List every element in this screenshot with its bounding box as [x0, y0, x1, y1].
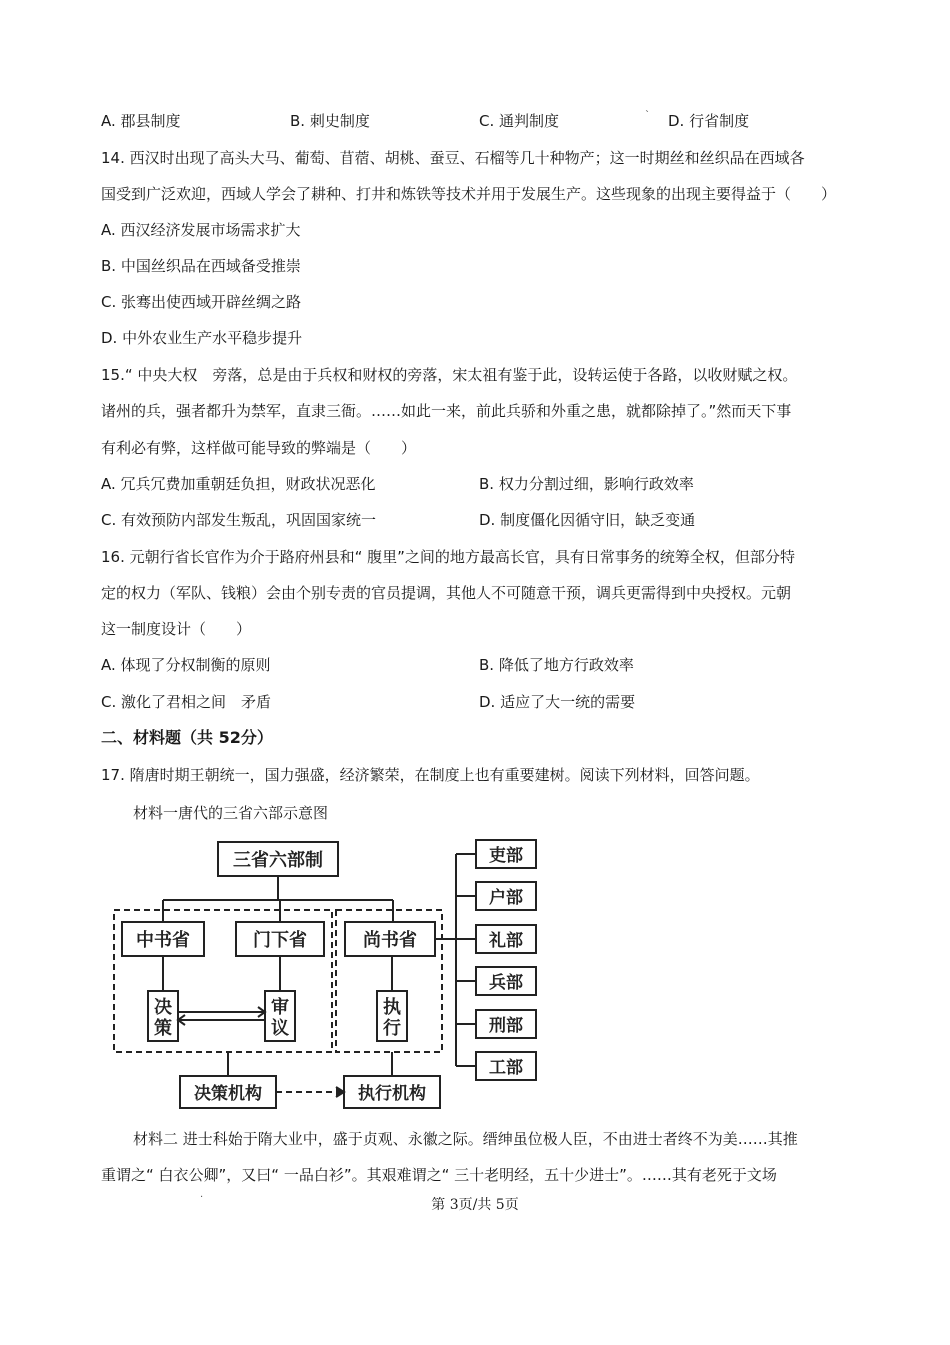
- q14-option-d: D. 中外农业生产水平稳步提升: [101, 329, 303, 347]
- stray-dot: ·: [200, 1192, 204, 1203]
- diagram-top-label: 三省六部制: [233, 850, 323, 871]
- page-footer: 第 3页/共 5页: [431, 1197, 519, 1213]
- q16-stem-line-3: 这一制度设计（ ）: [101, 620, 252, 638]
- stray-dot: ˋ: [645, 110, 650, 121]
- q15-option-b: B. 权力分割过细，影响行政效率: [479, 475, 694, 493]
- q15-option-c: C. 有效预防内部发生叛乱，巩固国家统一: [101, 511, 377, 529]
- shangshu-label: 尚书省: [363, 930, 417, 951]
- shenyi-label: 审议: [271, 997, 289, 1039]
- menxia-label: 门下省: [253, 930, 307, 951]
- q13-option-a: A. 郡县制度: [101, 112, 181, 130]
- q14-stem-line-2: 国受到广泛欢迎，西域人学会了耕种、打井和炼铁等技术并用于发展生产。这些现象的出现主要得益于（ ）: [101, 185, 837, 203]
- q15-option-d: D. 制度僵化因循守旧，缺乏变通: [479, 511, 696, 529]
- zhongshu-label: 中书省: [136, 930, 190, 951]
- q15-stem-line-3: 有利必有弊，这样做可能导致的弊端是（ ）: [101, 439, 417, 457]
- zhixing-label: 执行: [383, 997, 401, 1039]
- zhixing-jigou-label: 执行机构: [358, 1084, 426, 1104]
- q15-option-a: A. 冗兵冗费加重朝廷负担，财政状况恶化: [101, 475, 376, 493]
- q16-option-a: A. 体现了分权制衡的原则: [101, 656, 271, 674]
- q17-intro: 17. 隋唐时期王朝统一，国力强盛，经济繁荣，在制度上也有重要建树。阅读下列材料，回答问题。: [101, 766, 760, 784]
- ministry-label-2: 户部: [489, 888, 523, 908]
- section-2-title: 二、材料题（共 52分）: [101, 728, 273, 747]
- q14-option-b: B. 中国丝织品在西域备受推崇: [101, 257, 301, 275]
- q14-option-c: C. 张骞出使西域开辟丝绸之路: [101, 293, 302, 311]
- juece-jigou-label: 决策机构: [194, 1084, 262, 1104]
- ministry-label-5: 刑部: [489, 1016, 523, 1036]
- material-2-line-1: 材料二 进士科始于隋大业中，盛于贞观、永徽之际。缙绅虽位极人臣，不由进士者终不为美……其推: [133, 1130, 798, 1148]
- ministry-label-4: 兵部: [489, 973, 523, 993]
- q15-stem-line-2: 诸州的兵，强者都升为禁军，直隶三衙。……如此一来，前此兵骄和外重之患，就都除掉了。”然而天下事: [101, 402, 792, 420]
- q13-option-c: C. 通判制度: [479, 112, 560, 130]
- q16-option-c: C. 激化了君相之间 矛盾: [101, 693, 272, 711]
- ministry-label-1: 吏部: [489, 846, 523, 866]
- ministry-label-6: 工部: [489, 1058, 523, 1078]
- q14-stem-line-1: 14. 西汉时出现了高头大马、葡萄、苜蓿、胡桃、蚕豆、石榴等几十种物产；这一时期丝和丝织品在西域各: [101, 149, 805, 167]
- q16-stem-line-1: 16. 元朝行省长官作为介于路府州县和“ 腹里”之间的地方最高长官，具有日常事务的统筹全权，但部分特: [101, 548, 795, 566]
- material-1-caption: 材料一唐代的三省六部示意图: [133, 804, 329, 822]
- material-2-line-2: 重谓之“ 白衣公卿”，又曰“ 一品白衫”。其艰难谓之“ 三十老明经，五十少进士”。……其有老死于文场: [101, 1166, 777, 1184]
- q14-option-a: A. 西汉经济发展市场需求扩大: [101, 221, 301, 239]
- q16-stem-line-2: 定的权力（军队、钱粮）会由个别专责的官员提调，其他人不可随意干预，调兵更需得到中央授权。元朝: [101, 584, 792, 602]
- q13-option-b: B. 刺史制度: [290, 112, 370, 130]
- three-departments-six-ministries-diagram: [108, 836, 548, 1111]
- juece-label: 决策: [154, 997, 172, 1039]
- ministry-label-3: 礼部: [489, 931, 523, 951]
- q15-stem-line-1: 15.“ 中央大权 旁落，总是由于兵权和财权的旁落，宋太祖有鉴于此，设转运使于各路，以收财赋之权。: [101, 366, 798, 384]
- q13-option-d: D. 行省制度: [668, 112, 750, 130]
- q16-option-d: D. 适应了大一统的需要: [479, 693, 636, 711]
- q16-option-b: B. 降低了地方行政效率: [479, 656, 634, 674]
